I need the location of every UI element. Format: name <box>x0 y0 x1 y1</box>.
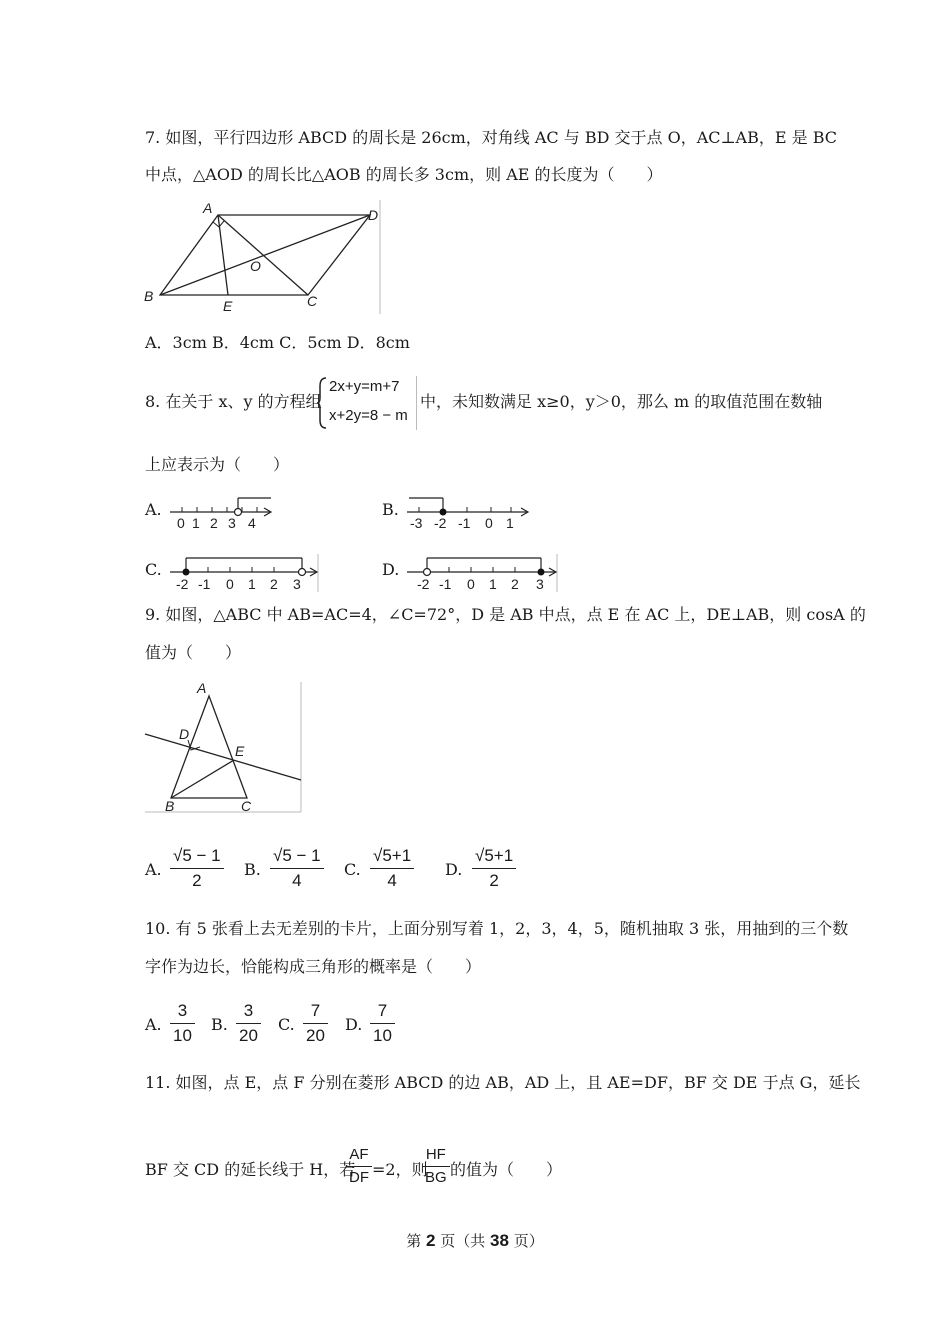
q8-a-tick-1: 1 <box>192 515 200 531</box>
q10-d-numerator: 7 <box>377 1001 388 1020</box>
q8-option-c-letter: C. <box>145 560 162 579</box>
q11-fraction-af-df <box>346 1146 372 1187</box>
q9-label-a: A <box>197 680 207 696</box>
footer-total-pages: 38 <box>490 1231 509 1250</box>
q9-option-b-fraction <box>270 846 324 891</box>
q10-option-b-fraction <box>236 1001 261 1046</box>
q9-option-b-letter: B. <box>244 860 261 879</box>
footer-pre: 第 <box>406 1232 427 1250</box>
q11-f1-numerator: AF <box>349 1146 369 1163</box>
q8-a-tick-0: 0 <box>177 515 185 531</box>
q9-label-c: C <box>241 798 252 814</box>
q9-option-a-letter: A. <box>145 860 162 879</box>
q8-equation-1: 2x+y=m+7 <box>329 378 400 395</box>
q8-d-tick-2: 0 <box>467 576 475 592</box>
q8-d-tick-3: 1 <box>489 576 497 592</box>
q8-c-tick-2: 0 <box>226 576 234 592</box>
q9-option-c-letter: C. <box>344 860 361 879</box>
q8-c-tick-3: 1 <box>248 576 256 592</box>
q10-option-a-letter: A. <box>145 1015 162 1034</box>
q10-b-denominator: 20 <box>239 1026 258 1045</box>
q11-f1-denominator: DF <box>349 1169 369 1186</box>
q8-c-tick-5: 3 <box>293 576 301 592</box>
q10-option-c-letter: C. <box>278 1015 295 1034</box>
q10-option-a-fraction <box>170 1001 195 1046</box>
q10-option-d-fraction <box>370 1001 395 1046</box>
q7-label-c: C <box>307 293 318 309</box>
q7-options: A．3cm B．4cm C．5cm D．8cm <box>145 333 410 352</box>
q7-line1: 7. 如图，平行四边形 ABCD 的周长是 26cm，对角线 AC 与 BD 交于点 O，AC⊥AB，E 是 BC <box>145 128 838 147</box>
q9-option-d-letter: D. <box>445 860 463 879</box>
q11-fraction-hf-bg <box>422 1146 450 1187</box>
q7-label-o: O <box>250 258 261 274</box>
q8-b-tick-0: -3 <box>410 515 423 531</box>
q10-option-d-letter: D. <box>345 1015 363 1034</box>
q10-a-numerator: 3 <box>177 1001 188 1020</box>
q9-c-denominator: 4 <box>387 871 397 890</box>
q8-option-a-letter: A. <box>145 500 162 519</box>
footer-post: 页） <box>508 1232 544 1250</box>
q7-label-d: D <box>368 207 379 223</box>
q8-d-tick-4: 2 <box>511 576 519 592</box>
q8-option-b-letter: B. <box>382 500 399 519</box>
q9-b-numerator: √5 − 1 <box>273 846 321 865</box>
q9-option-c-fraction <box>370 846 414 891</box>
q10-line1: 10. 有 5 张看上去无差别的卡片，上面分别写着 1，2，3，4，5，随机抽取 3 张，用抽到的三个数 <box>145 919 849 938</box>
q10-d-denominator: 10 <box>373 1026 392 1045</box>
q9-line2: 值为（ ） <box>145 643 242 662</box>
q8-b-tick-4: 1 <box>506 515 514 531</box>
q8-d-tick-5: 3 <box>536 576 544 592</box>
q9-label-b: B <box>165 798 175 814</box>
q8-divider <box>416 376 417 430</box>
q10-line2: 字作为边长，恰能构成三角形的概率是（ ） <box>145 957 482 976</box>
q9-line1: 9. 如图，△ABC 中 AB=AC=4，∠C=72°，D 是 AB 中点，点 E 在 AC 上，DE⊥AB，则 cosA 的 <box>145 605 866 624</box>
q8-line2: 上应表示为（ ） <box>145 455 290 474</box>
q7-label-a: A <box>203 200 213 216</box>
q8-b-tick-1: -2 <box>434 515 447 531</box>
q9-d-numerator: √5+1 <box>475 846 514 865</box>
q7-line2: 中点，△AOD 的周长比△AOB 的周长多 3cm，则 AE 的长度为（ ） <box>145 165 663 184</box>
q9-option-d-fraction <box>472 846 516 891</box>
q7-parallelogram-figure <box>140 198 390 318</box>
q11-middle-text: =2，则 <box>372 1160 428 1179</box>
q11-line2-pre: BF 交 CD 的延长线于 H，若 <box>145 1160 356 1179</box>
q8-brace-icon <box>316 376 328 430</box>
q8-b-tick-2: -1 <box>458 515 471 531</box>
q8-b-tick-3: 0 <box>485 515 493 531</box>
q7-label-b: B <box>144 288 154 304</box>
q8-line1-post: 中，未知数满足 x≥0，y＞0，那么 m 的取值范围在数轴 <box>420 392 823 411</box>
q8-option-c-numberline <box>168 552 328 594</box>
footer-page-number: 2 <box>426 1231 436 1250</box>
q9-a-denominator: 2 <box>192 871 202 890</box>
q9-triangle-figure <box>143 680 308 820</box>
q10-option-c-fraction <box>303 1001 328 1046</box>
q10-b-numerator: 3 <box>243 1001 254 1020</box>
q8-a-tick-2: 2 <box>210 515 218 531</box>
q8-c-tick-1: -1 <box>198 576 211 592</box>
q9-c-numerator: √5+1 <box>373 846 412 865</box>
footer-mid: 页（共 <box>435 1232 491 1250</box>
q8-option-d-numberline <box>405 552 565 594</box>
q9-a-numerator: √5 − 1 <box>173 846 221 865</box>
q11-f2-numerator: HF <box>425 1146 446 1163</box>
q8-d-tick-1: -1 <box>439 576 452 592</box>
q9-option-a-fraction <box>170 846 224 891</box>
q9-d-denominator: 2 <box>489 871 499 890</box>
q8-option-a-numberline <box>168 492 278 532</box>
q11-line1: 11. 如图，点 E，点 F 分别在菱形 ABCD 的边 AB，AD 上，且 AE=DF，BF 交 DE 于点 G，延长 <box>145 1073 861 1092</box>
page-footer <box>0 1230 950 1251</box>
q11-line2-post: 的值为（ ） <box>450 1160 563 1179</box>
q8-d-tick-0: -2 <box>417 576 430 592</box>
q8-a-tick-4: 4 <box>248 515 256 531</box>
q9-label-e: E <box>235 743 245 759</box>
q8-a-tick-3: 3 <box>228 515 236 531</box>
q10-c-numerator: 7 <box>310 1001 321 1020</box>
q9-b-denominator: 4 <box>292 871 302 890</box>
q10-a-denominator: 10 <box>173 1026 192 1045</box>
q9-label-d: D <box>179 726 190 742</box>
q8-option-b-numberline <box>405 492 535 532</box>
q10-option-b-letter: B. <box>211 1015 228 1034</box>
q8-option-d-letter: D. <box>382 560 400 579</box>
q8-line1-pre: 8. 在关于 x、y 的方程组 <box>145 392 322 411</box>
q11-f2-denominator: BG <box>425 1169 447 1186</box>
q8-c-tick-0: -2 <box>176 576 189 592</box>
q10-c-denominator: 20 <box>306 1026 325 1045</box>
q8-c-tick-4: 2 <box>270 576 278 592</box>
q7-label-e: E <box>223 298 233 314</box>
q8-equation-2: x+2y=8 − m <box>329 407 408 424</box>
